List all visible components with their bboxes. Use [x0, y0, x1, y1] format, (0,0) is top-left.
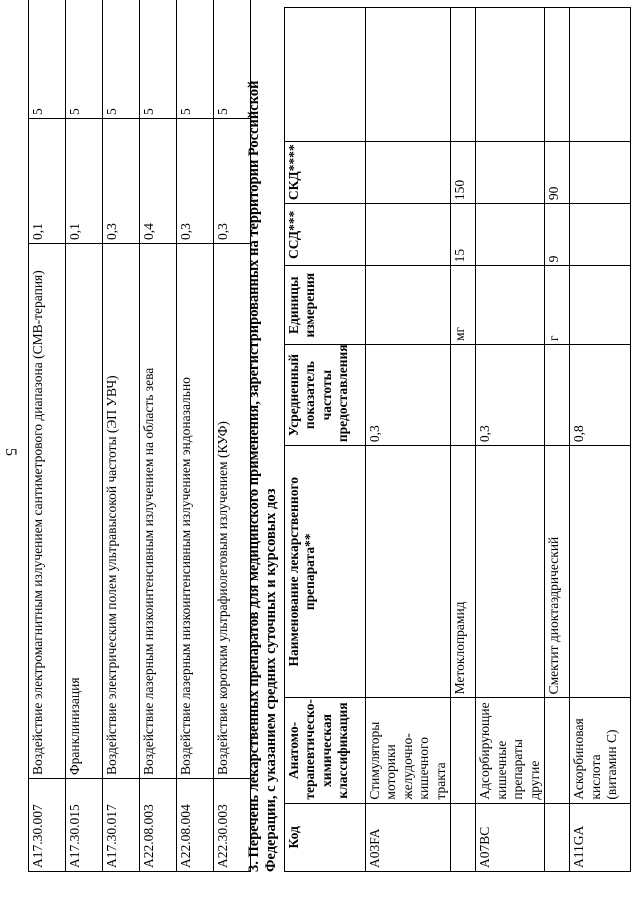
drug-unit: г [545, 266, 570, 345]
service-name: Воздействие электрическим полем ультравысокой частоты (ЭП УВЧ) [103, 244, 140, 779]
service-frequency: 0,3 [214, 119, 251, 244]
drugs-table [284, 7, 631, 872]
drug-class: Аскорбиновая кислота (витамин С) [570, 698, 631, 803]
service-multiplicity: 5 [214, 0, 251, 119]
table-row [451, 8, 476, 872]
table-row [545, 8, 570, 872]
table-row [366, 8, 451, 872]
page-number: 5 [2, 448, 19, 456]
drug-ssd [476, 204, 545, 266]
service-frequency: 0,4 [140, 119, 177, 244]
header-units: Единицы измерения [285, 266, 366, 345]
drug-ssd: 9 [545, 204, 570, 266]
drug-frequency: 0,3 [476, 345, 545, 446]
table-row [177, 0, 214, 872]
drug-empty [451, 8, 476, 142]
drug-ssd [366, 204, 451, 266]
service-multiplicity: 5 [177, 0, 214, 119]
drug-empty [366, 8, 451, 142]
drug-code: A11GA [570, 803, 631, 871]
table-row [29, 0, 66, 872]
drug-skd [476, 141, 545, 203]
table-row [103, 0, 140, 872]
header-drug-name: Наименование лекарственного препарата** [285, 446, 366, 698]
drug-name [570, 446, 631, 698]
services-table [28, 0, 251, 872]
drug-class: Адсорбирующие кишечные препараты другие [476, 698, 545, 803]
service-frequency: 0,3 [103, 119, 140, 244]
drug-name [366, 446, 451, 698]
service-frequency: 0,1 [66, 119, 103, 244]
service-multiplicity: 5 [140, 0, 177, 119]
drug-frequency [545, 345, 570, 446]
service-code: A22.08.004 [177, 779, 214, 872]
drug-empty [545, 8, 570, 142]
service-frequency: 0,1 [29, 119, 66, 244]
rotated-page-content [28, 7, 620, 872]
section-title: 3. Перечень лекарственных препаратов для медицинского применения, зарегистрированных на территории Российской Федерации, с указанием средних суточных и курсовых доз [246, 80, 280, 872]
header-frequency: Усредненный показатель частоты предоставления [285, 345, 366, 446]
drug-empty [476, 8, 545, 142]
drug-code: A03FA [366, 803, 451, 871]
drug-frequency: 0,3 [366, 345, 451, 446]
service-multiplicity: 5 [29, 0, 66, 119]
drug-class: Стимуляторы моторики желудочно-кишечного тракта [366, 698, 451, 803]
drug-unit [366, 266, 451, 345]
drug-code: A07BC [476, 803, 545, 871]
service-multiplicity: 5 [103, 0, 140, 119]
drug-ssd [570, 204, 631, 266]
header-empty [285, 8, 366, 142]
drug-frequency: 0,8 [570, 345, 631, 446]
drug-code [545, 803, 570, 871]
drug-skd: 90 [545, 141, 570, 203]
drug-empty [570, 8, 631, 142]
table-row [570, 8, 631, 872]
drug-skd: 150 [451, 141, 476, 203]
service-code: A22.08.003 [140, 779, 177, 872]
service-code: A17.30.007 [29, 779, 66, 872]
table-header-row [285, 8, 366, 872]
drug-skd [570, 141, 631, 203]
header-code: Код [285, 803, 366, 871]
service-name: Воздействие лазерным низкоинтенсивным излучением на область зева [140, 244, 177, 779]
service-name: Воздействие лазерным низкоинтенсивным излучением эндоназально [177, 244, 214, 779]
service-frequency: 0,3 [177, 119, 214, 244]
header-ssd: ССД*** [285, 204, 366, 266]
service-code: A17.30.017 [103, 779, 140, 872]
drug-class [545, 698, 570, 803]
drug-ssd: 15 [451, 204, 476, 266]
drug-frequency [451, 345, 476, 446]
drug-skd [366, 141, 451, 203]
drug-name [476, 446, 545, 698]
service-name: Воздействие коротким ультрафиолетовым излучением (КУФ) [214, 244, 251, 779]
service-name: Франклинизация [66, 244, 103, 779]
service-name: Воздействие электромагнитным излучением сантиметрового диапазона (СМВ-терапия) [29, 244, 66, 779]
header-atc-classification: Анатомо-терапевтическо-химическая классификация [285, 698, 366, 803]
table-row [476, 8, 545, 872]
drug-unit [570, 266, 631, 345]
drug-unit [476, 266, 545, 345]
header-skd: СКД**** [285, 141, 366, 203]
drug-code [451, 803, 476, 871]
service-multiplicity: 5 [66, 0, 103, 119]
drug-class [451, 698, 476, 803]
table-row [66, 0, 103, 872]
drug-name: Смектит диоктаэдрический [545, 446, 570, 698]
drug-name: Метоклопрамид [451, 446, 476, 698]
table-row [140, 0, 177, 872]
service-code: A17.30.015 [66, 779, 103, 872]
service-code: A22.30.003 [214, 779, 251, 872]
table-row [214, 0, 251, 872]
drug-unit: мг [451, 266, 476, 345]
